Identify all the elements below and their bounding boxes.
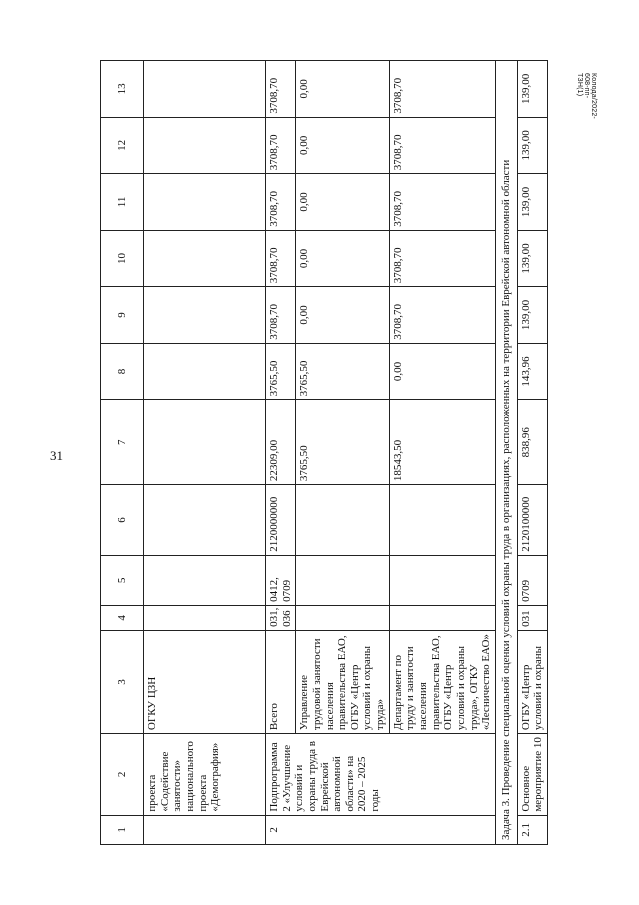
cell: 2120000000 <box>266 485 296 556</box>
task-heading: Задача 3. Проведение специальной оценки условий охраны труда в организациях, расположенных на территории Еврейской автономной области <box>495 61 517 845</box>
cell: 3708,70 <box>266 174 296 231</box>
cell: 139,00 <box>517 61 547 118</box>
col-header: 2 <box>101 734 144 816</box>
cell: 3708,70 <box>389 61 495 118</box>
cell: 139,00 <box>517 230 547 287</box>
cell: 3708,70 <box>389 230 495 287</box>
table-row <box>517 61 547 845</box>
cell: 3708,70 <box>389 174 495 231</box>
cell: ОГБУ «Центр условий и охраны <box>517 630 547 733</box>
cell: 139,00 <box>517 117 547 174</box>
col-header: 9 <box>101 287 144 344</box>
cell: 031, 036 <box>266 605 296 630</box>
budget-table <box>100 60 548 845</box>
cell: 2 <box>266 815 496 844</box>
task-row <box>495 61 517 845</box>
document-code: Колода/2022-608-пп-ТЗН(1) <box>576 73 597 119</box>
cell: 0,00 <box>296 230 389 287</box>
col-header: 6 <box>101 485 144 556</box>
cell: 3765,50 <box>296 343 389 400</box>
col-header: 5 <box>101 555 144 605</box>
table-row <box>389 61 495 845</box>
cell: 3708,70 <box>389 287 495 344</box>
col-header: 12 <box>101 117 144 174</box>
col-header: 4 <box>101 605 144 630</box>
cell: 3708,70 <box>266 61 296 118</box>
cell: 0,00 <box>296 174 389 231</box>
col-header: 10 <box>101 230 144 287</box>
cell: 3708,70 <box>266 230 296 287</box>
cell: 0,00 <box>296 287 389 344</box>
rotated-table-sheet <box>100 60 586 845</box>
cell: 3765,50 <box>296 400 389 485</box>
cell: 0,00 <box>296 61 389 118</box>
col-header: 11 <box>101 174 144 231</box>
col-header: 13 <box>101 61 144 118</box>
page-number: 31 <box>50 448 63 463</box>
cell: 0412, 0709 <box>266 555 296 605</box>
cell: Управление трудовой занятости населения правительства ЕАО, ОГБУ «Центр условий и охраны труда» <box>296 630 389 733</box>
cell: 2120100000 <box>517 485 547 556</box>
cell: ОГКУ ЦЗН <box>144 630 266 733</box>
table-row <box>144 61 266 845</box>
cell: 3708,70 <box>266 117 296 174</box>
table-row <box>296 61 389 845</box>
cell: 2.1 <box>517 815 547 844</box>
cell: Всего <box>266 630 296 733</box>
cell: проекта «Содействие занятости» национального проекта «Демография» <box>144 734 266 816</box>
cell: 18543,50 <box>389 400 495 485</box>
cell: 139,00 <box>517 287 547 344</box>
cell: 0,00 <box>296 117 389 174</box>
cell: 3765,50 <box>266 343 296 400</box>
cell: 22309,00 <box>266 400 296 485</box>
cell: Подпрограмма 2 «Улучшение условий и охраны труда в Еврейской автономной области» на 2020 – 2025 годы <box>266 734 496 816</box>
cell: 838,96 <box>517 400 547 485</box>
col-header: 1 <box>101 815 144 844</box>
cell: 139,00 <box>517 174 547 231</box>
table-row <box>266 61 296 845</box>
col-header: 7 <box>101 400 144 485</box>
header-row <box>101 61 144 845</box>
cell: 3708,70 <box>266 287 296 344</box>
cell: 0,00 <box>389 343 495 400</box>
cell: Департамент по труду и занятости населения правительства ЕАО, ОГБУ «Центр условий и охраны труда», ОГКУ «Лесничество ЕАО» <box>389 630 495 733</box>
cell: 0709 <box>517 555 547 605</box>
col-header: 3 <box>101 630 144 733</box>
cell: 143,96 <box>517 343 547 400</box>
cell: 3708,70 <box>389 117 495 174</box>
cell: 031 <box>517 605 547 630</box>
cell: Основное мероприятие 10 <box>517 734 547 816</box>
col-header: 8 <box>101 343 144 400</box>
